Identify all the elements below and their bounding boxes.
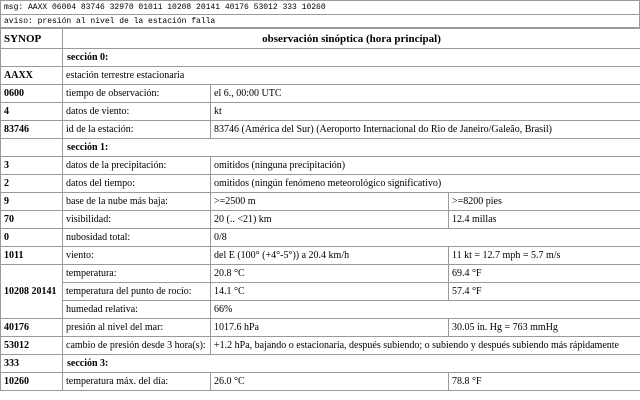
value2-cell: 30.05 in. Hg = 763 mmHg (449, 319, 640, 337)
table-row (1, 211, 640, 229)
code-cell: 333 (1, 355, 63, 373)
table-header-row (1, 29, 640, 49)
value2-cell: >=8200 pies (449, 193, 640, 211)
synop-table (0, 28, 640, 391)
code-cell: 1011 (1, 247, 63, 265)
section-row (1, 139, 640, 157)
code-cell: 53012 (1, 337, 63, 355)
label-cell: nubosidad total: (63, 229, 211, 247)
table-row (1, 121, 640, 139)
label-cell: datos de la precipitación: (63, 157, 211, 175)
label-cell: datos de viento: (63, 103, 211, 121)
value-cell: 1017.6 hPa (211, 319, 449, 337)
value-cell: del E (100° (+4°-5°)) a 20.4 km/h (211, 247, 449, 265)
value-cell: 14.1 °C (211, 283, 449, 301)
code-cell: 4 (1, 103, 63, 121)
value-cell: 66% (211, 301, 640, 319)
message-line: msg: AAXX 06004 83746 32970 01011 10208 20141 40176 53012 333 10260 (0, 0, 640, 14)
table-row (1, 319, 640, 337)
code-cell: 10260 (1, 373, 63, 391)
label-cell: datos del tiempo: (63, 175, 211, 193)
label-cell: temperatura: (63, 265, 211, 283)
label-cell: viento: (63, 247, 211, 265)
code-cell: 10208 20141 (1, 265, 63, 319)
label-cell: humedad relativa: (63, 301, 211, 319)
value-cell: 0/8 (211, 229, 640, 247)
warning-line: aviso: presión al nivel de la estación falla (0, 14, 640, 28)
label-cell: tiempo de observación: (63, 85, 211, 103)
value2-cell: 11 kt = 12.7 mph = 5.7 m/s (449, 247, 640, 265)
value-cell: kt (211, 103, 640, 121)
section-row (1, 49, 640, 67)
value-cell: >=2500 m (211, 193, 449, 211)
table-row (1, 67, 640, 85)
value2-cell: 69.4 °F (449, 265, 640, 283)
table-row (1, 283, 640, 301)
label-cell: presión al nivel del mar: (63, 319, 211, 337)
table-row (1, 337, 640, 355)
label-cell: temperatura del punto de rocío: (63, 283, 211, 301)
table-row (1, 103, 640, 121)
section-3-title: sección 3: (63, 355, 640, 373)
table-row (1, 247, 640, 265)
value-cell: 83746 (América del Sur) (Aeroporto Internacional do Rio de Janeiro/Galeão, Brasil) (211, 121, 640, 139)
table-row (1, 265, 640, 283)
code-cell: 0600 (1, 85, 63, 103)
header-title: observación sinóptica (hora principal) (63, 29, 640, 49)
code-cell: 83746 (1, 121, 63, 139)
label-cell: temperatura máx. del día: (63, 373, 211, 391)
value-cell: el 6., 00:00 UTC (211, 85, 640, 103)
value-cell: 20 (.. <21) km (211, 211, 449, 229)
value2-cell: 57.4 °F (449, 283, 640, 301)
table-row (1, 175, 640, 193)
table-row (1, 229, 640, 247)
section-1-title: sección 1: (63, 139, 640, 157)
value-cell: 26.0 °C (211, 373, 449, 391)
value-cell: omitidos (ningún fenómeno meteorológico significativo) (211, 175, 640, 193)
label-cell: base de la nube más baja: (63, 193, 211, 211)
value2-cell: 78.8 °F (449, 373, 640, 391)
label-cell: visibilidad: (63, 211, 211, 229)
code-cell: AAXX (1, 67, 63, 85)
code-cell: 2 (1, 175, 63, 193)
code-cell: 70 (1, 211, 63, 229)
header-code: SYNOP (1, 29, 63, 49)
section-0-title: sección 0: (63, 49, 640, 67)
table-row (1, 373, 640, 391)
table-row (1, 193, 640, 211)
table-row (1, 157, 640, 175)
value-cell: 20.8 °C (211, 265, 449, 283)
code-cell: 3 (1, 157, 63, 175)
code-cell: 40176 (1, 319, 63, 337)
label-cell: cambio de presión desde 3 hora(s): (63, 337, 211, 355)
code-cell: 0 (1, 229, 63, 247)
code-cell: 9 (1, 193, 63, 211)
label-cell: estación terrestre estacionaria (63, 67, 640, 85)
section-row (1, 355, 640, 373)
value2-cell: 12.4 millas (449, 211, 640, 229)
value-cell: omitidos (ninguna precipitación) (211, 157, 640, 175)
label-cell: id de la estación: (63, 121, 211, 139)
table-row (1, 301, 640, 319)
value-cell: +1.2 hPa, bajando o estacionaria, después subiendo; o subiendo y después subiendo más rápidamente (211, 337, 640, 355)
table-row (1, 85, 640, 103)
